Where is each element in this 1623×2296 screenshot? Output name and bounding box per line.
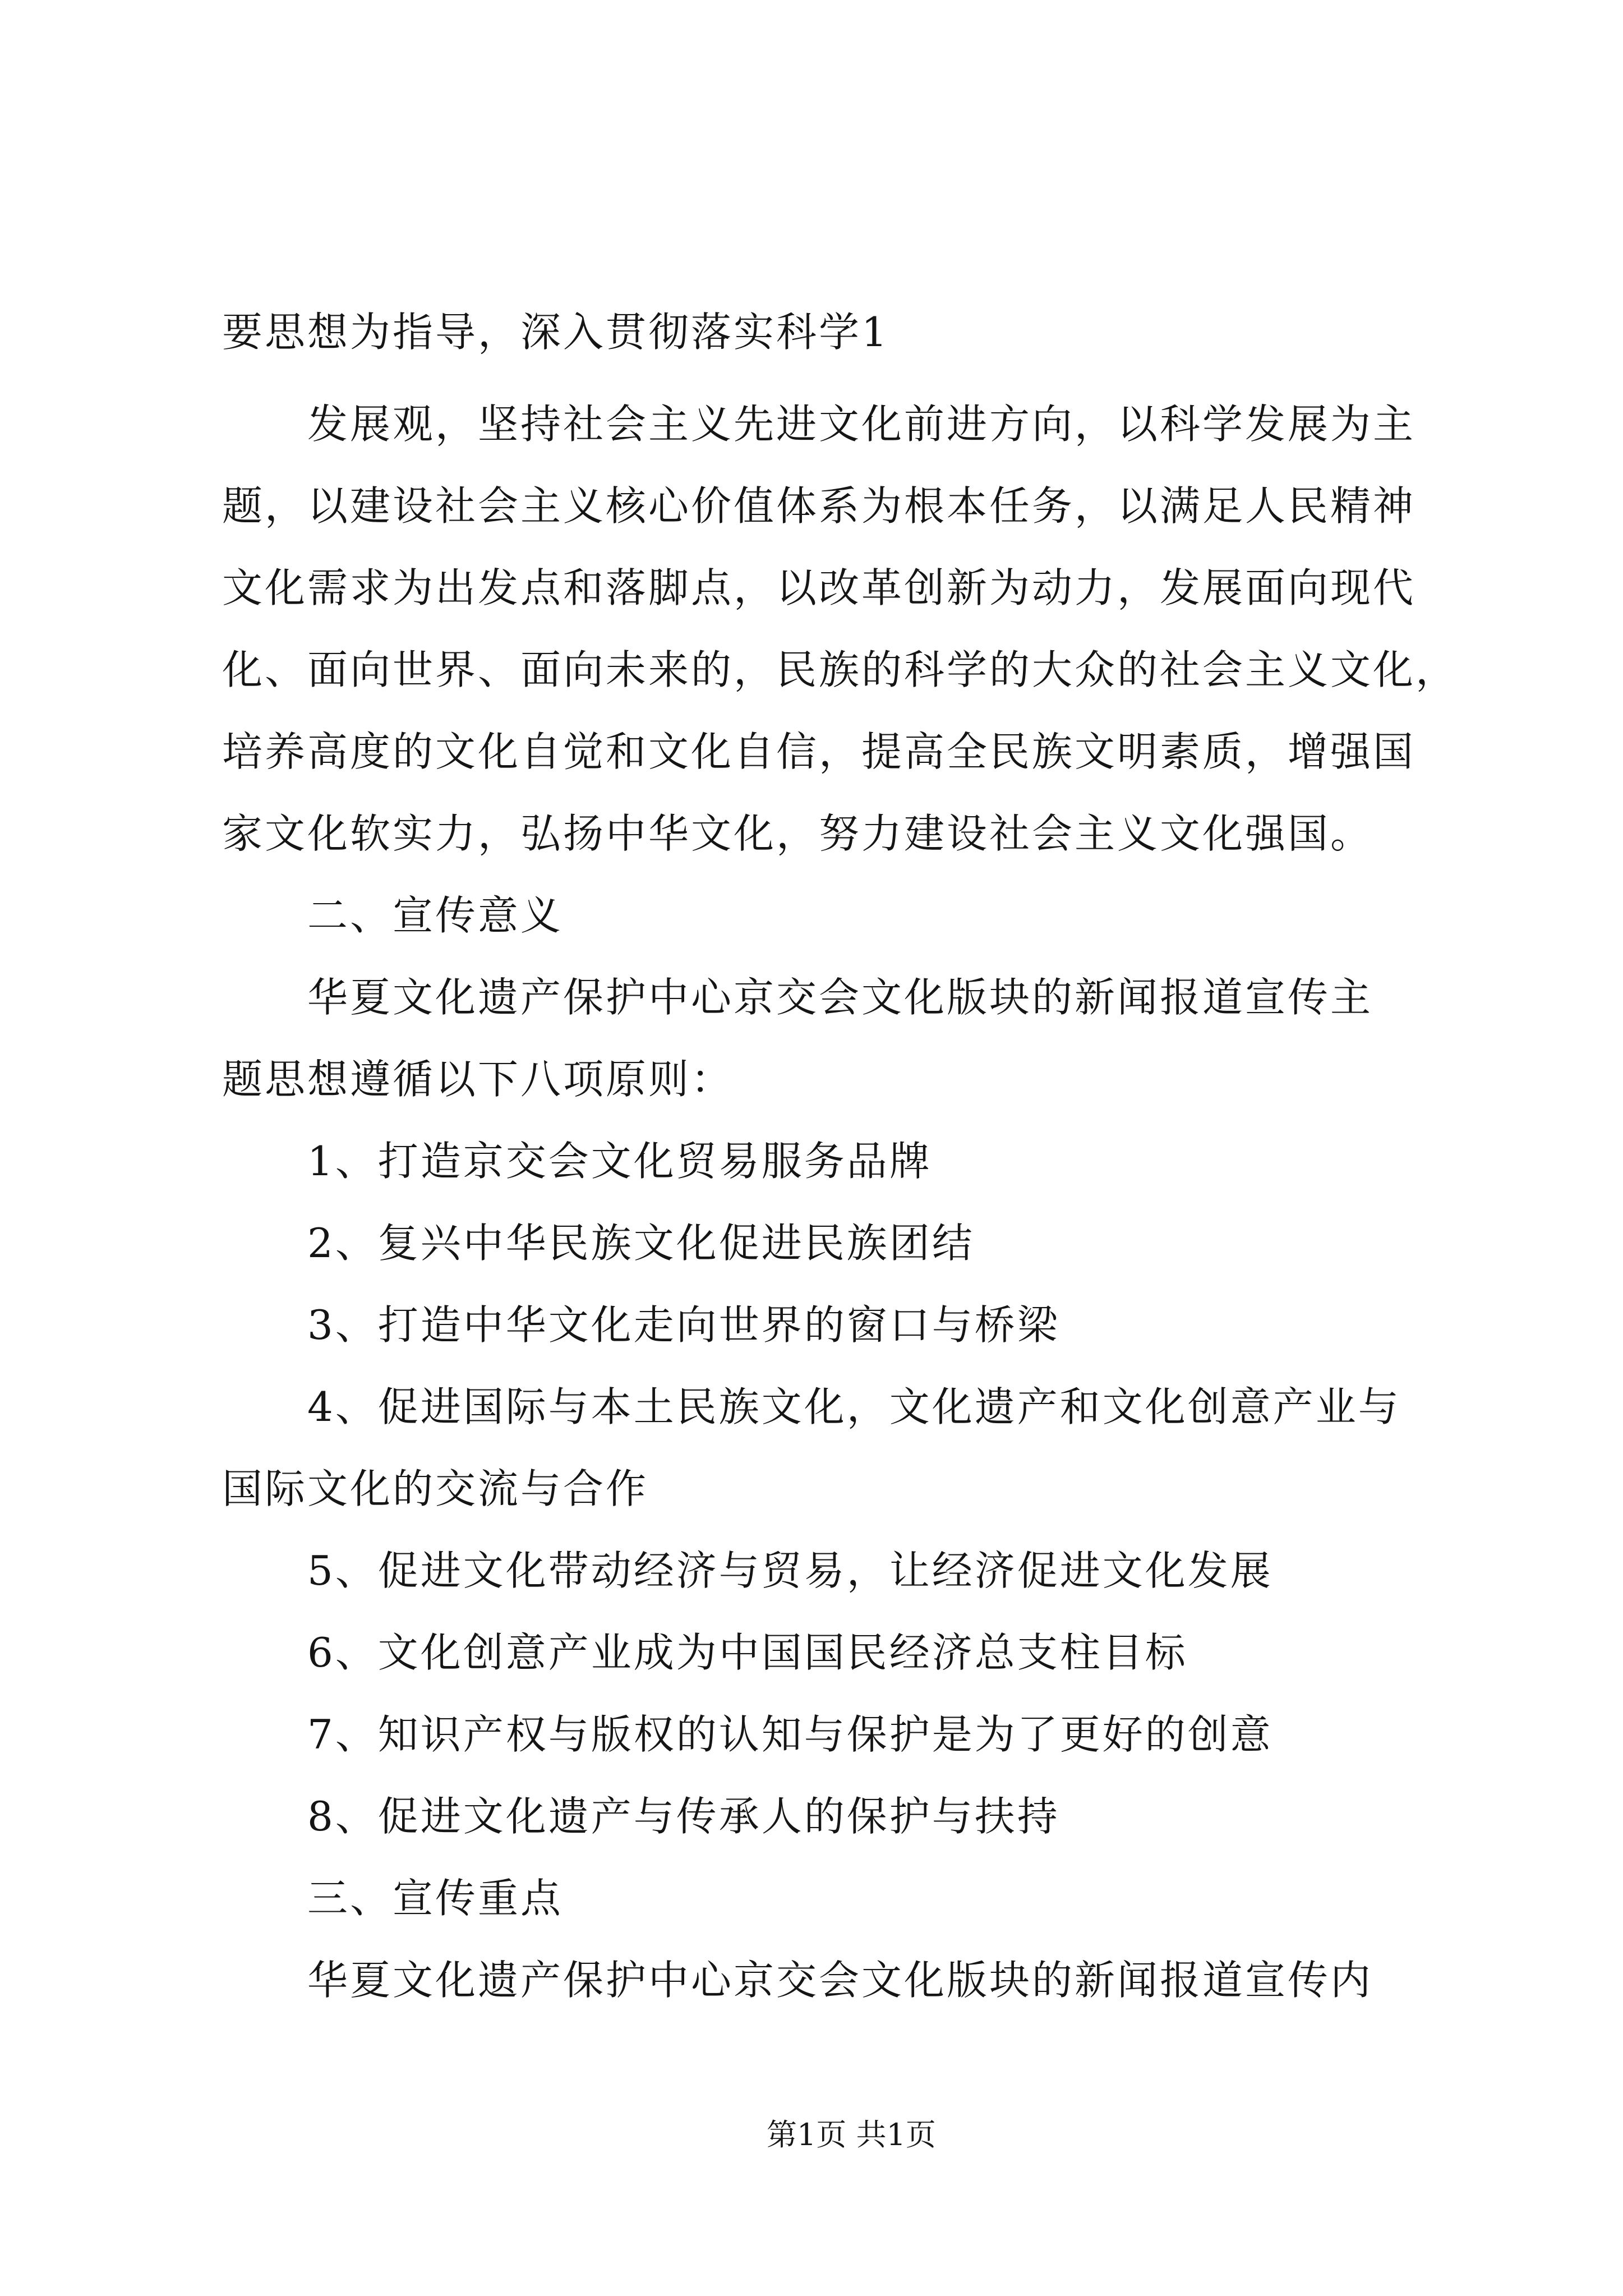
list-item: 6、文化创意产业成为中国国民经济总支柱目标 — [307, 1629, 1188, 1676]
text-line: 题，以建设社会主义核心价值体系为根本任务，以满足人民精神 — [222, 482, 1416, 530]
section-heading: 三、宣传重点 — [307, 1875, 564, 1922]
text-line: 文化需求为出发点和落脚点，以改革创新为动力，发展面向现代 — [222, 564, 1416, 611]
text-line: 家文化软实力，弘扬中华文化，努力建设社会主义文化强国。 — [222, 810, 1373, 857]
text-line: 要思想为指导，深入贯彻落实科学1 — [222, 309, 889, 356]
paragraph-first-line: 华夏文化遗产保护中心京交会文化版块的新闻报道宣传主 — [307, 974, 1373, 1021]
list-item: 4、促进国际与本土民族文化，文化遗产和文化创意产业与 — [307, 1383, 1401, 1430]
list-item: 3、打造中华文化走向世界的窗口与桥梁 — [307, 1301, 1060, 1349]
page-footer: 第1页 共1页 — [767, 2117, 936, 2152]
list-item: 2、复兴中华民族文化促进民族团结 — [307, 1220, 975, 1267]
section-heading: 二、宣传意义 — [307, 892, 564, 939]
list-item: 1、打造京交会文化贸易服务品牌 — [307, 1138, 932, 1185]
list-item: 8、促进文化遗产与传承人的保护与扶持 — [307, 1793, 1060, 1840]
text-line: 化、面向世界、面向未来的，民族的科学的大众的社会主义文化， — [222, 646, 1459, 693]
paragraph-first-line: 发展观，坚持社会主义先进文化前进方向，以科学发展为主 — [307, 401, 1416, 448]
paragraph-first-line: 华夏文化遗产保护中心京交会文化版块的新闻报道宣传内 — [307, 1957, 1373, 2004]
text-line: 题思想遵循以下八项原则： — [222, 1056, 734, 1103]
text-line: 培养高度的文化自觉和文化自信，提高全民族文明素质，增强国 — [222, 728, 1416, 775]
list-item: 5、促进文化带动经济与贸易，让经济促进文化发展 — [307, 1547, 1273, 1594]
text-line: 国际文化的交流与合作 — [222, 1465, 649, 1512]
list-item: 7、知识产权与版权的认知与保护是为了更好的创意 — [307, 1711, 1273, 1758]
